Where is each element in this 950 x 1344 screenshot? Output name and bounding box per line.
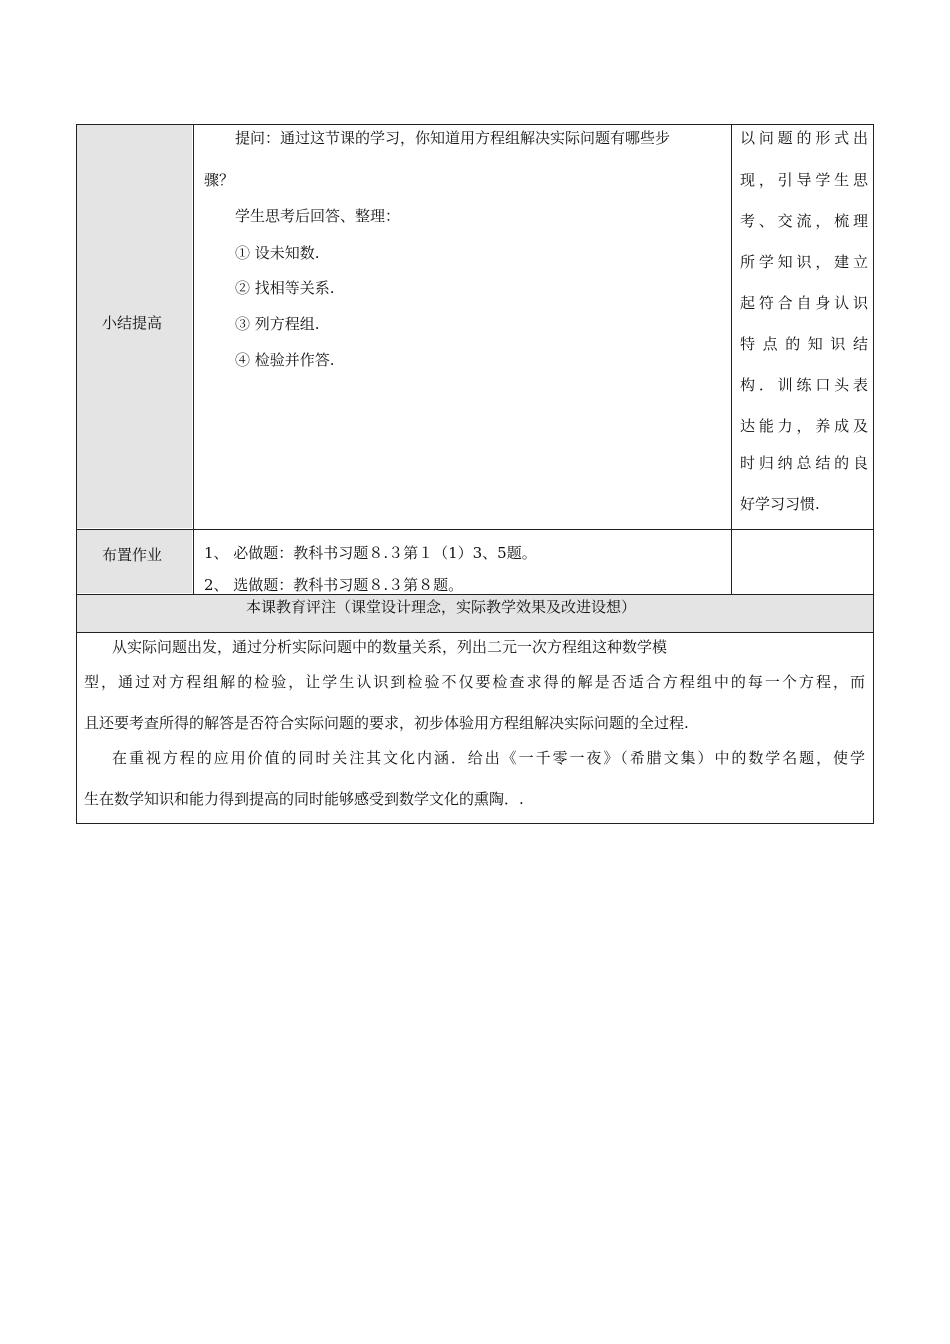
row-divider [77,632,873,633]
homework-label: 布置作业 [102,546,163,564]
column-divider [731,125,732,594]
reflection-line: 且还要考查所得的解答是否符合实际问题的要求，初步体验用方程组解决实际问题的全过程. [84,714,689,732]
intent-line: 好学习习惯. [740,495,820,513]
reflection-line: 从实际问题出发，通过分析实际问题中的数量关系，列出二元一次方程组这种数学模 [112,638,668,656]
intent-line: 考、交流，梳理 [740,212,868,230]
intent-line: 构．训练口头表 [740,376,868,394]
question-line-1: 提问：通过这节课的学习，你知道用方程组解决实际问题有哪些步 [235,129,671,147]
intent-line: 起符合自身认识 [740,294,868,312]
summary-label: 小结提高 [102,314,163,332]
row-divider [77,529,873,530]
step-item: ① 设未知数. [235,244,320,262]
reflection-header: 本课教育评注（课堂设计理念，实际教学效果及改进设想） [246,598,637,616]
answer-intro: 学生思考后回答、整理： [235,207,401,225]
step-item: ② 找相等关系. [235,279,335,297]
intent-line: 所学知识，建立 [740,253,868,271]
intent-line: 达能力，养成及 [740,417,868,435]
row-divider [77,594,873,595]
intent-line: 以问题的形式出 [740,129,868,147]
reflection-line: 生在数学知识和能力得到提高的同时能够感受到数学文化的熏陶．. [84,790,524,808]
homework-item: 1、 必做题：教科书习题８.３第１（1）3、5题。 [204,544,537,562]
homework-item: 2、 选做题：教科书习题８.３第８题。 [204,576,464,594]
column-divider [193,125,194,594]
reflection-line: 在重视方程的应用价值的同时关注其文化内涵．给出《一千零一夜》（希腊文集）中的数学名题，使学 [112,749,865,767]
intent-line: 时归纳总结的良 [740,454,868,472]
question-line-2: 骤？ [204,171,235,189]
step-item: ④ 检验并作答. [235,351,335,369]
reflection-line: 型，通过对方程组解的检验，让学生认识到检验不仅要检查求得的解是否适合方程组中的每一个方程，而 [84,673,865,691]
intent-line: 现，引导学生思 [740,171,868,189]
step-item: ③ 列方程组. [235,315,320,333]
intent-line: 特点的知识结 [740,335,868,353]
